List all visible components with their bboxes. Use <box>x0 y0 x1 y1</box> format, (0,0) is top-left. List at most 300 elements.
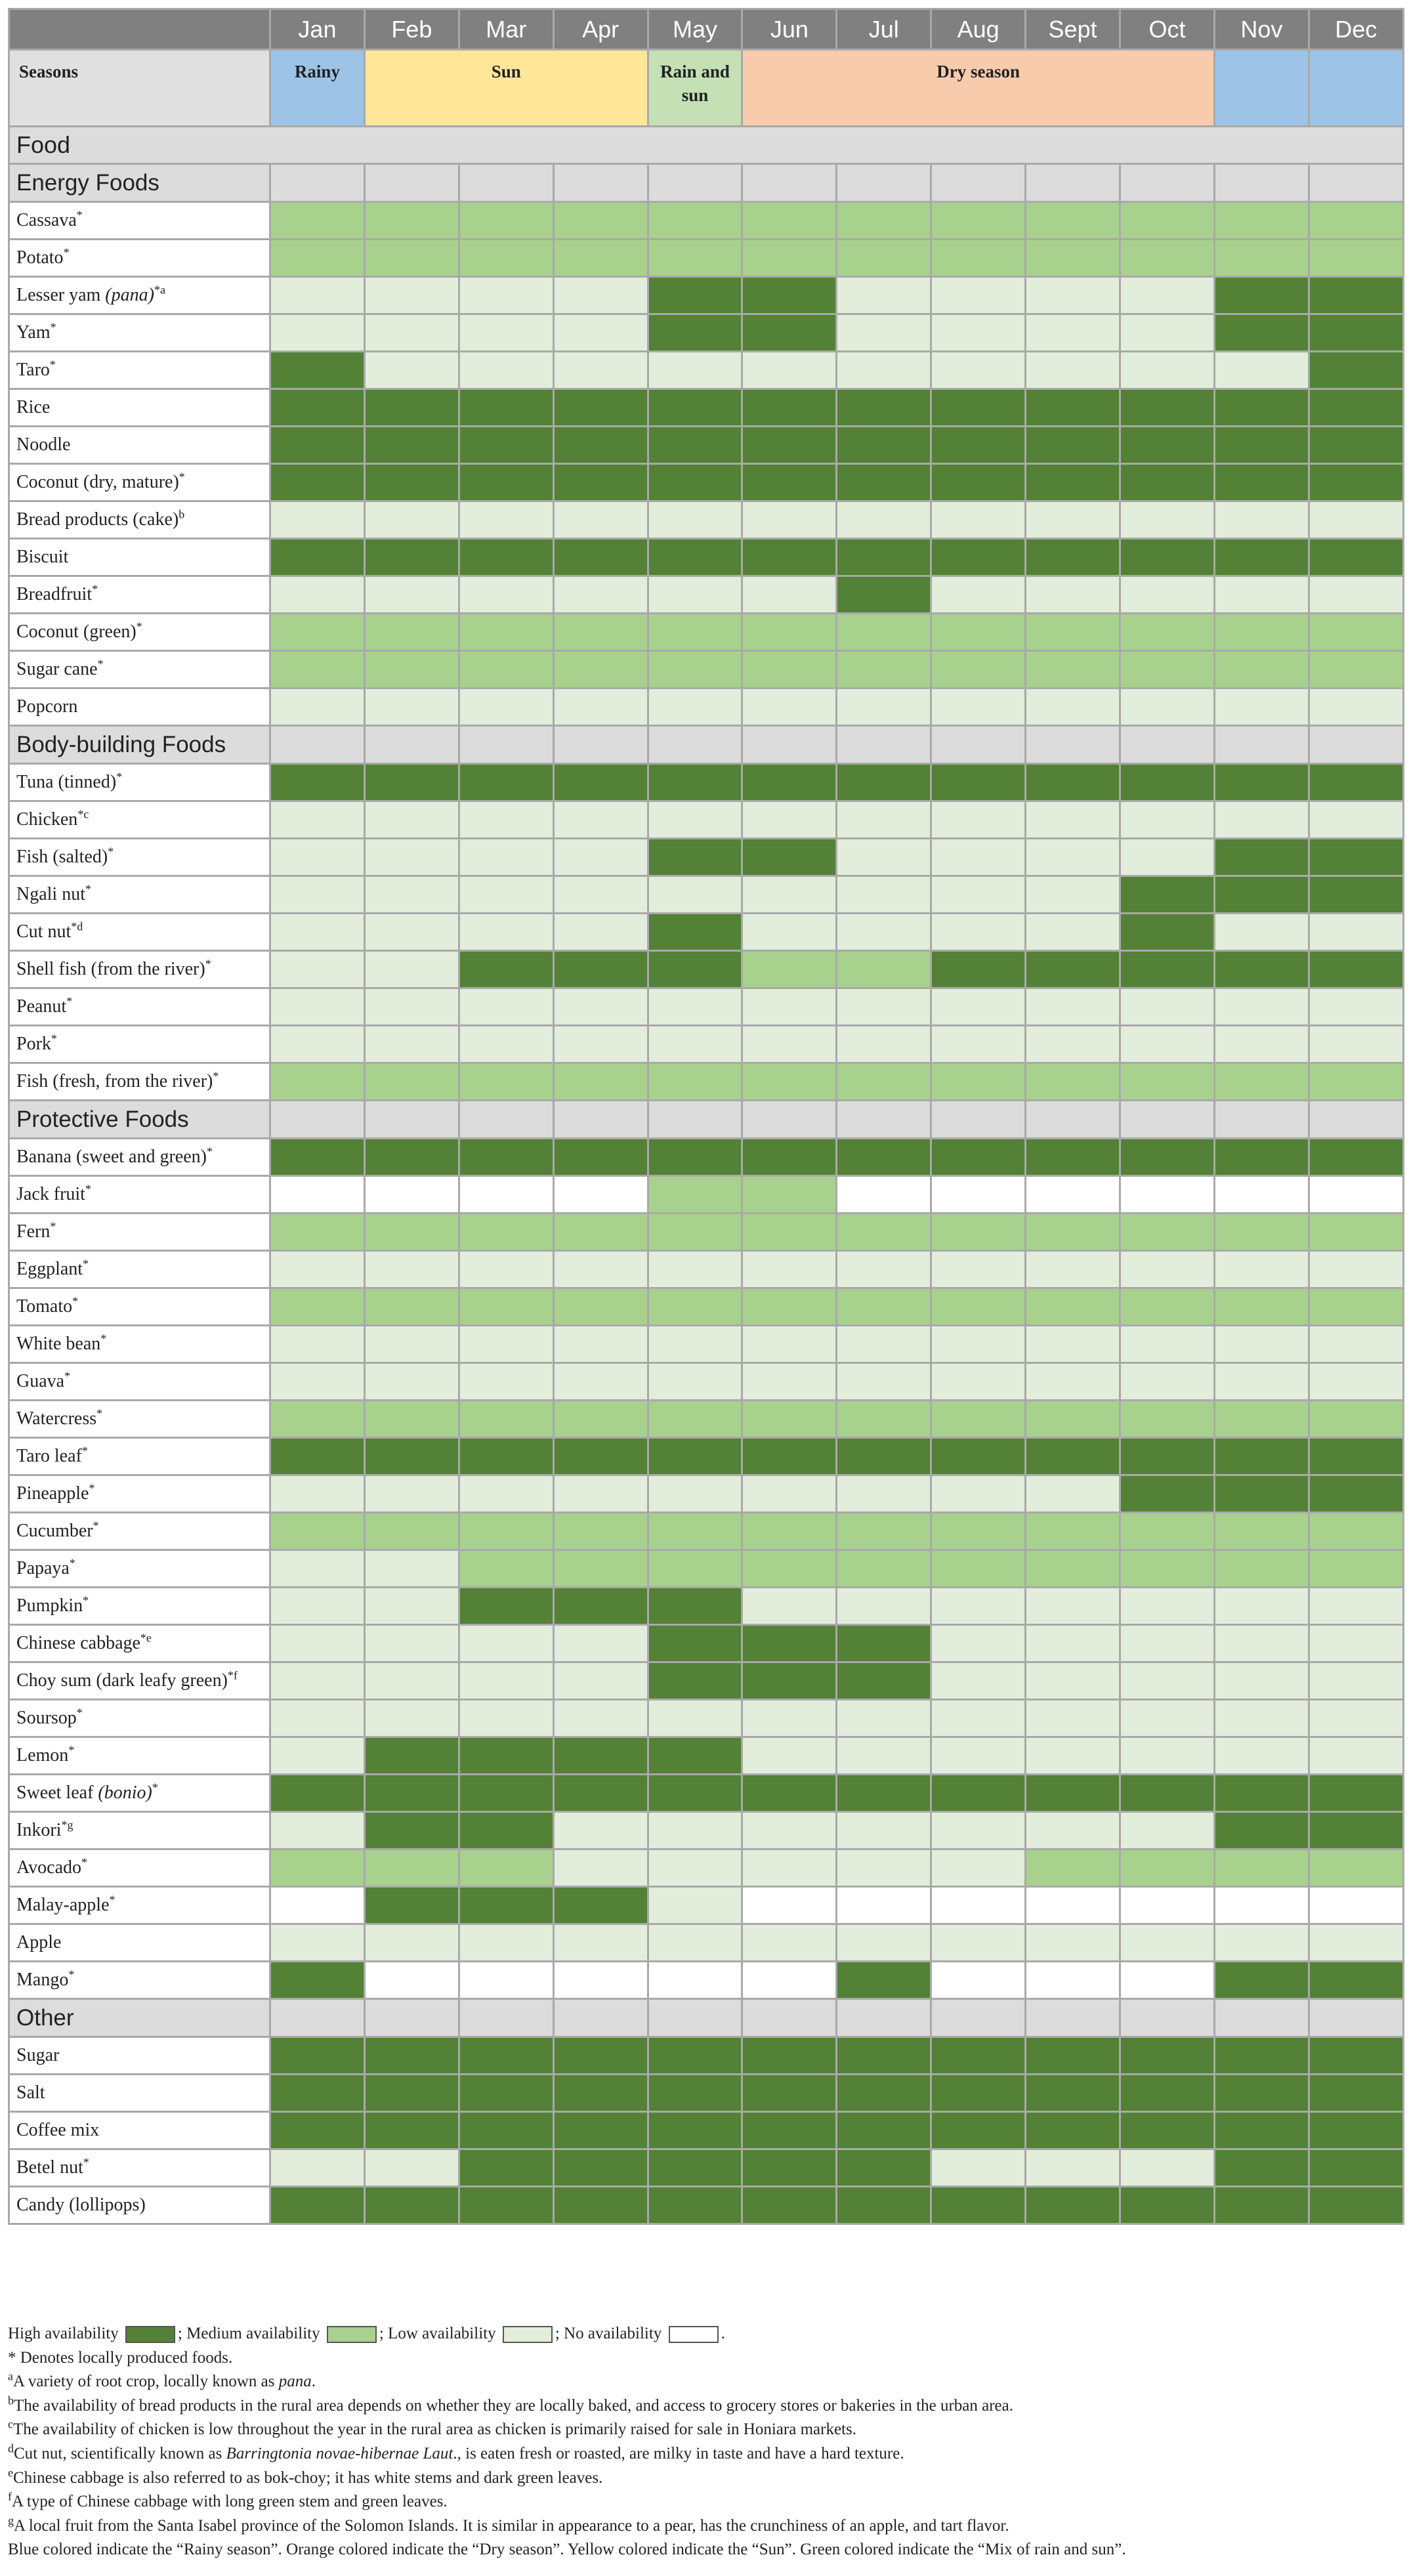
category-row <box>9 1999 1404 2037</box>
food-item-row <box>9 1251 1404 1288</box>
availability-cell-nov <box>1214 1139 1309 1176</box>
availability-cell-sept <box>1026 1812 1120 1849</box>
availability-cell-aug <box>931 801 1026 839</box>
category-filler-cell <box>1214 726 1309 764</box>
availability-cell-may <box>648 2149 742 2187</box>
availability-cell-aug <box>931 1288 1026 1326</box>
availability-cell-aug <box>931 1214 1026 1251</box>
availability-cell-oct <box>1120 988 1215 1026</box>
availability-cell-feb <box>364 651 459 688</box>
availability-cell-dec <box>1309 1550 1403 1588</box>
category-filler-cell <box>270 1101 365 1139</box>
availability-cell-dec <box>1309 988 1403 1026</box>
availability-cell-sept <box>1026 688 1120 726</box>
availability-cell-aug <box>931 240 1026 277</box>
availability-cell-jul <box>837 539 931 576</box>
availability-cell-feb <box>364 1887 459 1924</box>
availability-cell-jul <box>837 1063 931 1101</box>
availability-cell-feb <box>364 1326 459 1363</box>
availability-cell-sept <box>1026 764 1120 801</box>
food-item-name: Cucumber* <box>9 1513 270 1550</box>
availability-cell-jul <box>837 202 931 240</box>
food-item-row <box>9 1812 1404 1849</box>
availability-cell-jul <box>837 1326 931 1363</box>
availability-cell-jan <box>270 1662 365 1700</box>
availability-cell-oct <box>1120 277 1215 314</box>
food-item-row <box>9 1176 1404 1214</box>
availability-cell-oct <box>1120 1588 1215 1625</box>
availability-cell-may <box>648 1438 742 1475</box>
availability-cell-apr <box>553 951 648 988</box>
availability-cell-oct <box>1120 2149 1215 2187</box>
availability-cell-jul <box>837 1887 931 1924</box>
availability-cell-sept <box>1026 876 1120 914</box>
availability-cell-feb <box>364 1475 459 1513</box>
food-item-row <box>9 2187 1404 2224</box>
availability-cell-sept <box>1026 651 1120 688</box>
availability-cell-apr <box>553 688 648 726</box>
availability-cell-oct <box>1120 1401 1215 1438</box>
availability-cell-feb <box>364 2075 459 2112</box>
category-filler-cell <box>364 1101 459 1139</box>
availability-cell-oct <box>1120 1176 1215 1214</box>
availability-cell-jun <box>742 2037 837 2075</box>
availability-cell-sept <box>1026 1924 1120 1962</box>
food-item-row <box>9 427 1404 464</box>
availability-cell-apr <box>553 1401 648 1438</box>
availability-cell-jun <box>742 1887 837 1924</box>
availability-cell-apr <box>553 1176 648 1214</box>
availability-cell-sept <box>1026 202 1120 240</box>
footnote-g: $^g$A local fruit from the Santa Isabel province of the Solomon Islands. It is similar in appearance to a pear, has the crunchiness of an apple, and tart flavor. <box>8 2514 1009 2535</box>
availability-cell-jun <box>742 464 837 501</box>
availability-cell-jun <box>742 764 837 801</box>
availability-cell-dec <box>1309 427 1403 464</box>
availability-cell-jun <box>742 2187 837 2224</box>
food-item-row <box>9 1924 1404 1962</box>
category-filler-cell <box>1120 1999 1215 2037</box>
availability-cell-oct <box>1120 202 1215 240</box>
availability-cell-feb <box>364 389 459 427</box>
availability-cell-apr <box>553 1812 648 1849</box>
availability-cell-mar <box>459 1550 553 1588</box>
availability-cell-jan <box>270 1063 365 1101</box>
food-item-name: Pork* <box>9 1026 270 1063</box>
availability-cell-dec <box>1309 352 1403 389</box>
availability-cell-mar <box>459 1363 553 1401</box>
availability-cell-jan <box>270 764 365 801</box>
availability-cell-jan <box>270 1026 365 1063</box>
availability-cell-may <box>648 1401 742 1438</box>
availability-cell-oct <box>1120 839 1215 876</box>
food-item-row <box>9 1326 1404 1363</box>
availability-cell-oct <box>1120 501 1215 539</box>
availability-cell-mar <box>459 2187 553 2224</box>
availability-cell-dec <box>1309 1288 1403 1326</box>
availability-cell-oct <box>1120 464 1215 501</box>
footnote-f: $^f$A type of Chinese cabbage with long green stem and green leaves. <box>8 2489 448 2511</box>
availability-cell-may <box>648 389 742 427</box>
availability-cell-may <box>648 314 742 352</box>
availability-cell-nov <box>1214 2037 1309 2075</box>
availability-cell-may <box>648 2112 742 2149</box>
availability-cell-jul <box>837 951 931 988</box>
availability-cell-mar <box>459 1326 553 1363</box>
availability-cell-may <box>648 1513 742 1550</box>
footnote-a: $^a$A variety of root crop, locally known as pana. <box>8 2369 316 2391</box>
availability-cell-apr <box>553 914 648 951</box>
availability-cell-jun <box>742 2075 837 2112</box>
availability-cell-feb <box>364 1662 459 1700</box>
category-filler-cell <box>459 164 553 202</box>
availability-cell-sept <box>1026 389 1120 427</box>
category-filler-cell <box>742 1999 837 2037</box>
category-name: Body-building Foods <box>9 726 270 764</box>
month-header-nov: Nov <box>1214 9 1309 50</box>
availability-cell-dec <box>1309 688 1403 726</box>
availability-cell-jul <box>837 1401 931 1438</box>
availability-cell-sept <box>1026 1775 1120 1812</box>
availability-cell-dec <box>1309 614 1403 651</box>
availability-cell-jul <box>837 576 931 614</box>
availability-cell-mar <box>459 1139 553 1176</box>
availability-cell-jul <box>837 2037 931 2075</box>
availability-cell-sept <box>1026 539 1120 576</box>
availability-cell-jun <box>742 1139 837 1176</box>
category-filler-cell <box>459 1999 553 2037</box>
availability-cell-sept <box>1026 1513 1120 1550</box>
season-cell: Rain and sun <box>648 50 742 127</box>
category-filler-cell <box>931 726 1026 764</box>
availability-cell-jul <box>837 1363 931 1401</box>
availability-cell-nov <box>1214 1962 1309 1999</box>
availability-cell-mar <box>459 1737 553 1775</box>
availability-cell-jan <box>270 651 365 688</box>
availability-cell-may <box>648 1737 742 1775</box>
legend-low-swatch <box>503 2326 553 2343</box>
availability-cell-jun <box>742 1438 837 1475</box>
availability-cell-nov <box>1214 1401 1309 1438</box>
availability-cell-mar <box>459 2075 553 2112</box>
availability-cell-sept <box>1026 1176 1120 1214</box>
availability-cell-feb <box>364 539 459 576</box>
availability-cell-feb <box>364 1438 459 1475</box>
availability-cell-jan <box>270 2112 365 2149</box>
availability-cell-oct <box>1120 1812 1215 1849</box>
month-header-may: May <box>648 9 742 50</box>
food-item-name: Sugar <box>9 2037 270 2075</box>
availability-cell-jul <box>837 876 931 914</box>
availability-cell-jul <box>837 277 931 314</box>
availability-cell-feb <box>364 427 459 464</box>
availability-cell-aug <box>931 576 1026 614</box>
availability-cell-may <box>648 1326 742 1363</box>
food-availability-table-container <box>8 8 1402 2225</box>
availability-cell-feb <box>364 764 459 801</box>
availability-cell-feb <box>364 1401 459 1438</box>
food-item-row <box>9 539 1404 576</box>
availability-cell-mar <box>459 1026 553 1063</box>
food-item-row <box>9 1401 1404 1438</box>
food-item-name: Lesser yam (pana)$^{*a}$ <box>9 277 270 314</box>
availability-cell-sept <box>1026 1588 1120 1625</box>
availability-cell-apr <box>553 240 648 277</box>
category-filler-cell <box>1214 164 1309 202</box>
category-filler-cell <box>1026 726 1120 764</box>
legend-none-swatch <box>669 2326 719 2343</box>
availability-cell-may <box>648 1662 742 1700</box>
availability-cell-aug <box>931 614 1026 651</box>
month-header-corner <box>9 9 270 50</box>
footnote-c: $^c$The availability of chicken is low throughout the year in the rural area as chicken is primarily raised for sale in Honiara markets. <box>8 2418 856 2439</box>
availability-cell-apr <box>553 1550 648 1588</box>
availability-cell-sept <box>1026 1251 1120 1288</box>
availability-cell-sept <box>1026 427 1120 464</box>
availability-cell-nov <box>1214 1026 1309 1063</box>
availability-cell-feb <box>364 2037 459 2075</box>
availability-cell-jul <box>837 1737 931 1775</box>
availability-cell-jan <box>270 1588 365 1625</box>
food-item-row <box>9 277 1404 314</box>
food-item-row <box>9 1588 1404 1625</box>
availability-cell-mar <box>459 876 553 914</box>
category-filler-cell <box>1309 1101 1403 1139</box>
category-filler-cell <box>1309 1999 1403 2037</box>
availability-cell-aug <box>931 539 1026 576</box>
availability-cell-apr <box>553 614 648 651</box>
availability-cell-jan <box>270 501 365 539</box>
availability-cell-sept <box>1026 1438 1120 1475</box>
availability-cell-aug <box>931 277 1026 314</box>
food-item-row <box>9 1700 1404 1737</box>
availability-cell-aug <box>931 427 1026 464</box>
category-filler-cell <box>931 1999 1026 2037</box>
availability-cell-jan <box>270 876 365 914</box>
availability-cell-feb <box>364 1026 459 1063</box>
food-item-name: Fern* <box>9 1214 270 1251</box>
availability-cell-oct <box>1120 1214 1215 1251</box>
availability-cell-may <box>648 1363 742 1401</box>
availability-cell-apr <box>553 352 648 389</box>
availability-cell-mar <box>459 501 553 539</box>
availability-cell-sept <box>1026 1026 1120 1063</box>
availability-cell-nov <box>1214 1737 1309 1775</box>
category-filler-cell <box>553 1101 648 1139</box>
availability-cell-jun <box>742 352 837 389</box>
availability-cell-feb <box>364 1775 459 1812</box>
food-section-label: Food <box>9 127 1404 164</box>
availability-cell-oct <box>1120 1700 1215 1737</box>
availability-cell-may <box>648 1625 742 1662</box>
availability-cell-jun <box>742 1662 837 1700</box>
availability-cell-aug <box>931 1401 1026 1438</box>
availability-cell-apr <box>553 764 648 801</box>
availability-cell-aug <box>931 2187 1026 2224</box>
availability-cell-sept <box>1026 314 1120 352</box>
availability-cell-jan <box>270 352 365 389</box>
food-item-row <box>9 1363 1404 1401</box>
availability-cell-feb <box>364 1550 459 1588</box>
food-item-row <box>9 352 1404 389</box>
availability-cell-may <box>648 1214 742 1251</box>
availability-cell-feb <box>364 1625 459 1662</box>
availability-cell-feb <box>364 1849 459 1887</box>
food-item-name: Coffee mix <box>9 2112 270 2149</box>
availability-cell-nov <box>1214 501 1309 539</box>
availability-cell-apr <box>553 277 648 314</box>
availability-cell-aug <box>931 914 1026 951</box>
availability-cell-apr <box>553 988 648 1026</box>
availability-cell-nov <box>1214 1214 1309 1251</box>
availability-cell-feb <box>364 1363 459 1401</box>
category-filler-cell <box>1214 1999 1309 2037</box>
availability-cell-jul <box>837 1700 931 1737</box>
availability-cell-dec <box>1309 1924 1403 1962</box>
availability-cell-jul <box>837 688 931 726</box>
availability-cell-mar <box>459 1176 553 1214</box>
availability-cell-mar <box>459 1700 553 1737</box>
month-header-jul: Jul <box>837 9 931 50</box>
category-filler-cell <box>837 1999 931 2037</box>
availability-cell-mar <box>459 1401 553 1438</box>
availability-cell-jun <box>742 1063 837 1101</box>
availability-cell-dec <box>1309 539 1403 576</box>
category-filler-cell <box>742 1101 837 1139</box>
category-filler-cell <box>931 164 1026 202</box>
availability-cell-nov <box>1214 764 1309 801</box>
availability-cell-aug <box>931 1700 1026 1737</box>
food-item-name: Biscuit <box>9 539 270 576</box>
availability-cell-jun <box>742 1288 837 1326</box>
food-item-name: Taro leaf* <box>9 1438 270 1475</box>
availability-cell-oct <box>1120 951 1215 988</box>
availability-cell-jan <box>270 1887 365 1924</box>
food-item-name: Jack fruit* <box>9 1176 270 1214</box>
footnote-b: $^b$The availability of bread products in the rural area depends on whether they are locally baked, and access to grocery stores or bakeries in the urban area. <box>8 2394 1013 2415</box>
availability-cell-oct <box>1120 427 1215 464</box>
food-item-row <box>9 1139 1404 1176</box>
availability-cell-jul <box>837 352 931 389</box>
availability-cell-feb <box>364 1251 459 1288</box>
availability-cell-sept <box>1026 1139 1120 1176</box>
food-item-row <box>9 1550 1404 1588</box>
availability-cell-aug <box>931 1139 1026 1176</box>
seasons-label: Seasons <box>9 50 270 127</box>
availability-cell-jun <box>742 614 837 651</box>
availability-cell-apr <box>553 314 648 352</box>
availability-cell-dec <box>1309 1662 1403 1700</box>
availability-cell-nov <box>1214 314 1309 352</box>
month-header-dec: Dec <box>1309 9 1403 50</box>
availability-cell-feb <box>364 1214 459 1251</box>
food-item-name: Pumpkin* <box>9 1588 270 1625</box>
availability-cell-oct <box>1120 614 1215 651</box>
food-item-name: Betel nut* <box>9 2149 270 2187</box>
category-filler-cell <box>364 164 459 202</box>
availability-cell-dec <box>1309 1700 1403 1737</box>
month-header-row <box>9 9 1404 50</box>
availability-cell-jun <box>742 876 837 914</box>
availability-cell-may <box>648 1849 742 1887</box>
availability-cell-may <box>648 688 742 726</box>
availability-cell-apr <box>553 1775 648 1812</box>
availability-cell-aug <box>931 1924 1026 1962</box>
availability-cell-oct <box>1120 389 1215 427</box>
availability-cell-feb <box>364 1962 459 1999</box>
food-item-row <box>9 1737 1404 1775</box>
availability-cell-oct <box>1120 1326 1215 1363</box>
availability-cell-aug <box>931 1475 1026 1513</box>
availability-cell-apr <box>553 876 648 914</box>
legend-low-label: ; Low availability <box>379 2325 496 2342</box>
availability-cell-feb <box>364 1063 459 1101</box>
food-item-name: Malay-apple* <box>9 1887 270 1924</box>
availability-cell-oct <box>1120 688 1215 726</box>
availability-cell-sept <box>1026 1625 1120 1662</box>
availability-cell-apr <box>553 576 648 614</box>
availability-cell-aug <box>931 1962 1026 1999</box>
availability-cell-aug <box>931 1849 1026 1887</box>
food-item-row <box>9 501 1404 539</box>
availability-cell-nov <box>1214 202 1309 240</box>
food-item-name: Popcorn <box>9 688 270 726</box>
availability-cell-jan <box>270 389 365 427</box>
availability-cell-jul <box>837 2149 931 2187</box>
availability-cell-jul <box>837 240 931 277</box>
availability-cell-aug <box>931 1662 1026 1700</box>
availability-cell-sept <box>1026 464 1120 501</box>
month-header-sept: Sept <box>1026 9 1120 50</box>
availability-cell-jul <box>837 464 931 501</box>
availability-cell-may <box>648 839 742 876</box>
availability-cell-feb <box>364 277 459 314</box>
availability-cell-jul <box>837 614 931 651</box>
availability-cell-mar <box>459 651 553 688</box>
availability-cell-jul <box>837 427 931 464</box>
availability-cell-dec <box>1309 1849 1403 1887</box>
food-item-name: Coconut (green)* <box>9 614 270 651</box>
availability-cell-oct <box>1120 1251 1215 1288</box>
availability-cell-apr <box>553 1588 648 1625</box>
availability-cell-jun <box>742 1700 837 1737</box>
availability-cell-mar <box>459 1625 553 1662</box>
availability-cell-feb <box>364 352 459 389</box>
category-filler-cell <box>1026 164 1120 202</box>
availability-cell-jun <box>742 314 837 352</box>
category-filler-cell <box>648 1999 742 2037</box>
availability-cell-jan <box>270 1363 365 1401</box>
availability-cell-nov <box>1214 1662 1309 1700</box>
food-item-name: Noodle <box>9 427 270 464</box>
availability-cell-feb <box>364 202 459 240</box>
availability-cell-feb <box>364 951 459 988</box>
food-item-row <box>9 1887 1404 1924</box>
food-item-name: Potato* <box>9 240 270 277</box>
availability-cell-oct <box>1120 1026 1215 1063</box>
food-item-name: Banana (sweet and green)* <box>9 1139 270 1176</box>
availability-cell-oct <box>1120 1363 1215 1401</box>
availability-cell-apr <box>553 1326 648 1363</box>
availability-cell-may <box>648 1475 742 1513</box>
availability-cell-aug <box>931 1550 1026 1588</box>
availability-cell-sept <box>1026 1214 1120 1251</box>
availability-cell-nov <box>1214 1588 1309 1625</box>
category-row <box>9 164 1404 202</box>
food-item-name: Sweet leaf (bonio)* <box>9 1775 270 1812</box>
food-item-name: Choy sum (dark leafy green)$^{*f}$ <box>9 1662 270 1700</box>
category-filler-cell <box>931 1101 1026 1139</box>
availability-cell-jan <box>270 2149 365 2187</box>
